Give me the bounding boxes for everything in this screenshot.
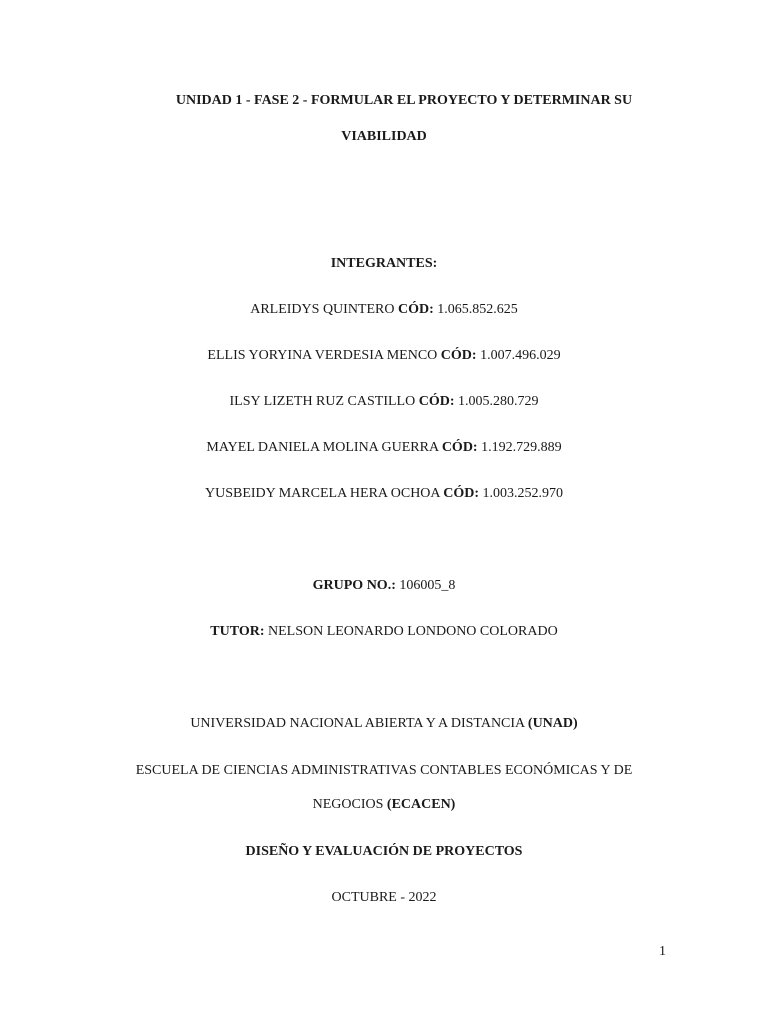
member-line: [0, 439, 768, 457]
code-label: CÓD:: [440, 348, 477, 363]
tutor-label: TUTOR:: [210, 624, 265, 639]
university-abbr: (UNAD): [527, 716, 578, 731]
code-label: CÓD:: [418, 394, 455, 409]
group-label: GRUPO NO.:: [312, 578, 396, 593]
member-code: 1.007.496.029: [480, 348, 561, 363]
member-line: [0, 485, 768, 503]
member-code: 1.003.252.970: [482, 486, 564, 501]
tutor-line: [0, 623, 768, 641]
school-line-1: ESCUELA DE CIENCIAS ADMINISTRATIVAS CONTABLES ECONÓMICAS Y DE: [135, 763, 633, 778]
member-line: [0, 301, 768, 319]
school-line-2: [0, 796, 768, 814]
group-line: [0, 577, 768, 595]
course-title: DISEÑO Y EVALUACIÓN DE PROYECTOS: [245, 844, 523, 859]
member-code: 1.192.729.889: [481, 440, 562, 455]
member-name: ILSY LIZETH RUZ CASTILLO: [229, 394, 416, 409]
member-code: 1.065.852.625: [437, 302, 518, 317]
member-name: ELLIS YORYINA VERDESIA MENCO: [207, 348, 438, 363]
member-code: 1.005.280.729: [458, 394, 539, 409]
school-abbr: (ECACEN): [386, 797, 456, 812]
members-heading: INTEGRANTES:: [330, 256, 438, 271]
member-line: [0, 393, 768, 411]
code-label: CÓD:: [397, 302, 434, 317]
member-line: [0, 347, 768, 365]
member-name: YUSBEIDY MARCELA HERA OCHOA: [204, 486, 440, 501]
document-date: OCTUBRE - 2022: [331, 890, 437, 905]
code-label: CÓD:: [441, 440, 478, 455]
school-name-end: NEGOCIOS: [312, 797, 384, 812]
tutor-value: NELSON LEONARDO LONDONO COLORADO: [267, 624, 558, 639]
group-value: 106005_8: [399, 578, 456, 593]
university-name: UNIVERSIDAD NACIONAL ABIERTA Y A DISTANCIA: [190, 716, 525, 731]
page-number: 1: [659, 944, 666, 959]
title-line-1: UNIDAD 1 - FASE 2 - FORMULAR EL PROYECTO Y DETERMINAR SU: [175, 93, 633, 108]
member-name: MAYEL DANIELA MOLINA GUERRA: [206, 440, 439, 455]
member-name: ARLEIDYS QUINTERO: [250, 302, 395, 317]
title-line-2: VIABILIDAD: [341, 129, 427, 144]
code-label: CÓD:: [443, 486, 480, 501]
university-line: [0, 715, 768, 733]
